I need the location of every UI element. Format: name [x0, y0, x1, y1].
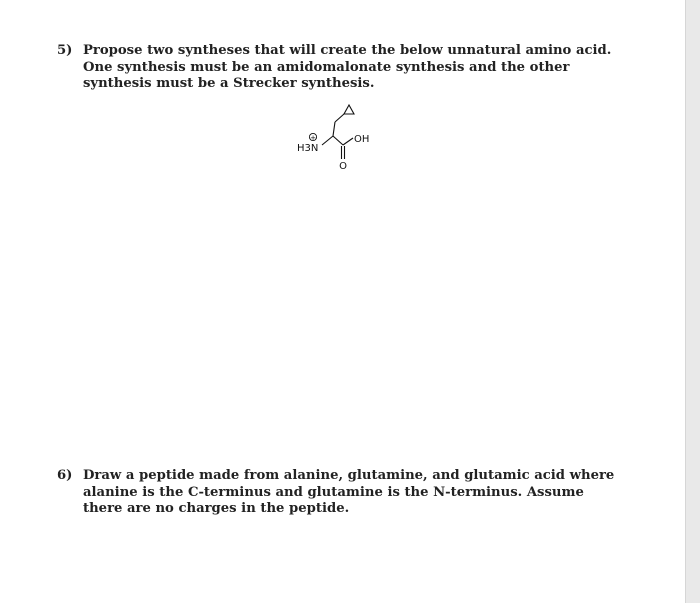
- question-6-text: Draw a peptide made from alanine, glutamine, and glutamic acid where alanine is the C-terminus and glutamine is the N-terminus. Assume there are no charges in the peptide.: [83, 468, 615, 516]
- bond-carboxyl-oh: [343, 138, 353, 145]
- amine-label: H3N: [297, 143, 319, 154]
- amine-charge: +: [310, 134, 316, 142]
- amino-acid-structure: [280, 95, 400, 190]
- cyclopropane-ring: [344, 105, 354, 114]
- structure-drawing: [280, 95, 400, 190]
- question-5: [57, 43, 617, 93]
- question-5-number: 5): [57, 43, 73, 58]
- bond-alpha-n: [322, 136, 333, 145]
- carbonyl-oxygen-label: O: [339, 161, 347, 172]
- hydroxyl-label: OH: [354, 134, 370, 145]
- question-6-number: 6): [57, 468, 73, 483]
- bond-ch2-alpha: [333, 122, 335, 136]
- question-6: [57, 468, 617, 518]
- question-5-text: Propose two syntheses that will create the below unnatural amino acid. One synthesis must be an amidomalonate synthesis and the other synthesis must be a Strecker synthesis.: [83, 43, 612, 91]
- page-right-edge: [685, 0, 700, 603]
- bond-ring-ch2: [335, 114, 344, 122]
- bond-alpha-carboxyl: [333, 136, 343, 145]
